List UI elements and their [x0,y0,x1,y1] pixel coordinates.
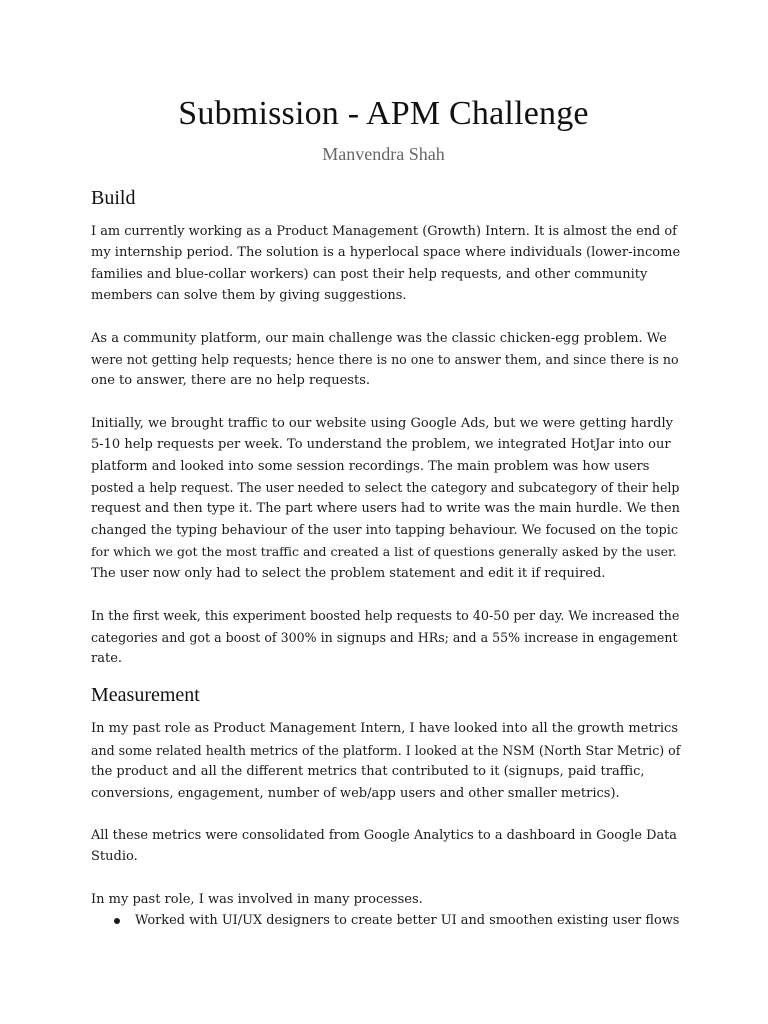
section-heading-measurement: Measurement [91,684,200,707]
text-line: In my past role as Product Management Intern, I have looked into all the growth metrics [91,721,678,737]
text-line: categories and got a boost of 300% in signups and HRs; and a 55% increase in engagement [91,629,678,645]
text-line: 5-10 help requests per week. To understand the problem, we integrated HotJar into our [91,437,671,453]
build-paragraph-1 [91,221,681,307]
measurement-paragraph-2 [91,825,676,868]
list-item-text: Worked with UI/UX designers to create better UI and smoothen existing user flows [135,913,680,929]
text-line: changed the typing behaviour of the user into tapping behaviour. We focused on the topic [91,522,679,538]
text-line: families and blue-collar workers) can post their help requests, and other community [91,266,648,282]
bullet-icon [114,918,120,924]
text-line: platform and looked into some session recordings. The main problem was how users [91,458,650,474]
text-line: one to answer, there are no help requests. [91,373,370,389]
text-line: Initially, we brought traffic to our website using Google Ads, but we were getting hardly [91,415,673,431]
measurement-paragraph-3 [91,889,676,910]
text-line: All these metrics were consolidated from Google Analytics to a dashboard in Google Data [91,827,677,843]
text-line: rate. [91,650,123,666]
build-paragraph-3 [91,413,680,584]
build-paragraph-4 [91,605,680,669]
document-title: Submission - APM Challenge [178,95,589,132]
text-line: were not getting help requests; hence there is no one to answer them, and since there is no [91,352,679,368]
text-line: Studio. [91,849,138,865]
text-line: for which we got the most traffic and created a list of questions generally asked by the user. [91,544,677,560]
text-line: The user now only had to select the problem statement and edit it if required. [91,565,606,581]
text-line: posted a help request. The user needed to select the category and subcategory of their help [91,480,680,496]
text-line: request and then type it. The part where users had to write was the main hurdle. We then [91,501,680,517]
build-paragraph-2 [91,328,679,392]
text-line: I am currently working as a Product Management (Growth) Intern. It is almost the end of [91,224,677,239]
section-heading-build: Build [91,187,136,209]
text-line: my internship period. The solution is a hyperlocal space where individuals (lower-income [91,245,681,261]
document-author: Manvendra Shah [322,144,445,164]
text-line: In the first week, this experiment boosted help requests to 40-50 per day. We increased the [91,608,680,624]
bullet-list [91,910,680,931]
text-line: In my past role, I was involved in many processes. [91,891,423,907]
measurement-paragraph-1 [91,718,681,804]
text-line: As a community platform, our main challenge was the classic chicken-egg problem. We [91,330,667,346]
text-line: members can solve them by giving suggestions. [91,288,407,304]
text-line: the product and all the different metrics that contributed to it (signups, paid traffic, [91,764,645,780]
text-line: conversions, engagement, number of web/app users and other smaller metrics). [91,785,620,801]
list-item [91,910,680,931]
text-line: and some related health metrics of the platform. I looked at the NSM (North Star Metric) of [91,742,681,758]
